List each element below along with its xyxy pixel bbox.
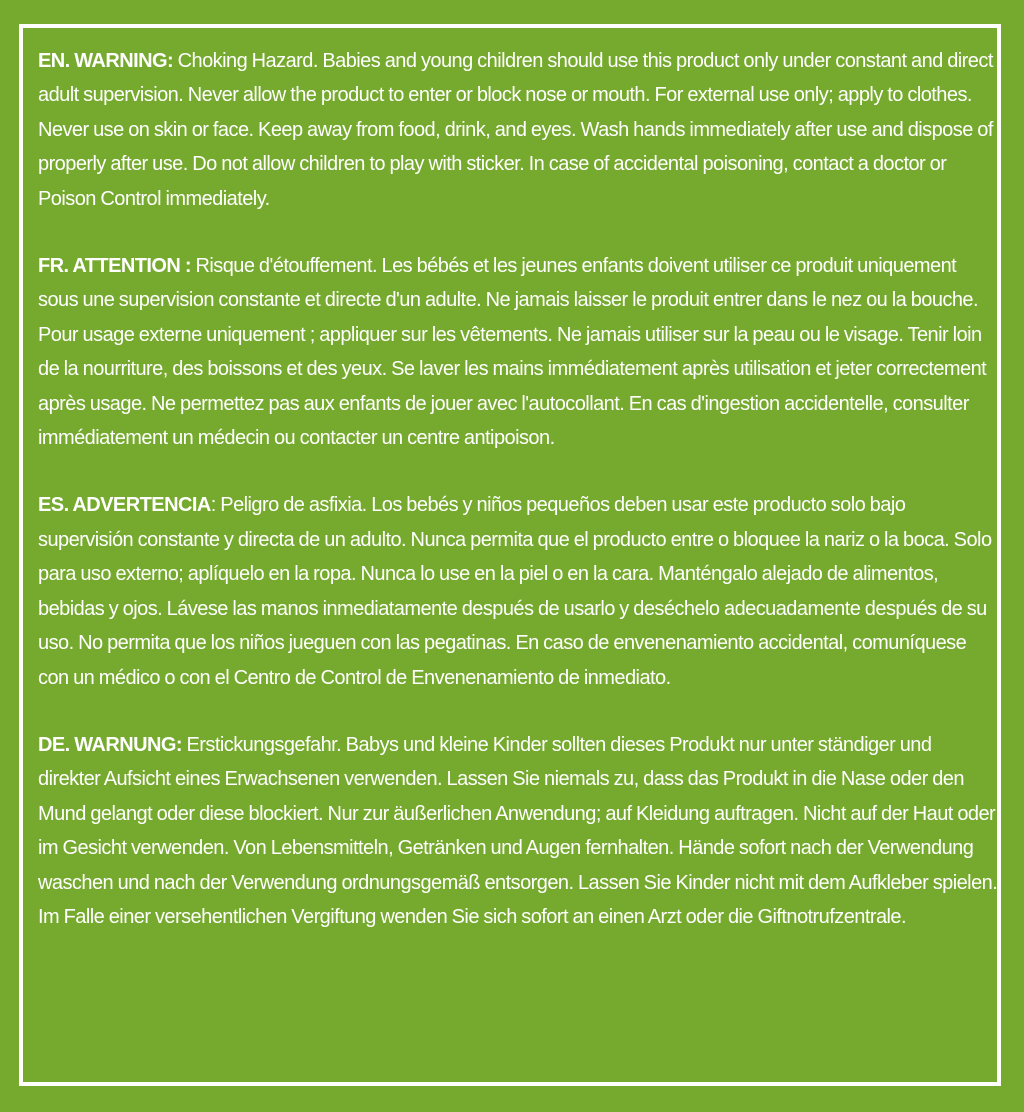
warning-text-es: : Peligro de asfixia. Los bebés y niños pequeños deben usar este producto solo bajo supervisión constante y directa de un adulto. Nunca permita que el producto entre o bloquee la nariz o la boca. Solo para uso externo; aplíquelo en la ropa. Nunca lo use en la piel o en la cara. Manténgalo alejado de alimentos, bebidas y ojos. Lávese las manos inmediatamente después de usarlo y deséchelo adecuadamente después de su uso. No permita que los niños jueguen con las pegatinas. En caso de envenenamiento accidental, comuníquese con un médico o con el Centro de Control de Envenenamiento de inmediato.: [38, 494, 992, 689]
warning-section-fr: [38, 249, 998, 455]
warning-text-fr: Risque d'étouffement. Les bébés et les jeunes enfants doivent utiliser ce produit uniquement sous une supervision constante et directe d'un adulte. Ne jamais laisser le produit entrer dans le nez ou la bouche. Pour usage externe uniquement ; appliquer sur les vêtements. Ne jamais utiliser sur la peau ou le visage. Tenir loin de la nourriture, des boissons et des yeux. Se laver les mains immédiatement après utilisation et jeter correctement après usage. Ne permettez pas aux enfants de jouer avec l'autocollant. En cas d'ingestion accidentelle, consulter immédiatement un médecin ou contacter un centre antipoison.: [38, 255, 987, 450]
warning-label-content: [38, 44, 998, 934]
warning-heading-fr: FR. ATTENTION :: [38, 255, 191, 278]
warning-section-de: [38, 728, 998, 934]
warning-text-en: Choking Hazard. Babies and young children should use this product only under constant and direct adult supervision. Never allow the product to enter or block nose or mouth. For external use only; apply to clothes. Never use on skin or face. Keep away from food, drink, and eyes. Wash hands immediately after use and dispose of properly after use. Do not allow children to play with sticker. In case of accidental poisoning, contact a doctor or Poison Control immediately.: [38, 50, 993, 210]
warning-section-en: [38, 44, 998, 216]
warning-text-de: Erstickungsgefahr. Babys und kleine Kinder sollten dieses Produkt nur unter ständiger und direkter Aufsicht eines Erwachsenen verwenden. Lassen Sie niemals zu, dass das Produkt in die Nase oder den Mund gelangt oder diese blockiert. Nur zur äußerlichen Anwendung; auf Kleidung auftragen. Nicht auf der Haut oder im Gesicht verwenden. Von Lebensmitteln, Getränken und Augen fernhalten. Hände sofort nach der Verwendung waschen und nach der Verwendung ordnungsgemäß entsorgen. Lassen Sie Kinder nicht mit dem Aufkleber spielen. Im Falle einer versehentlichen Vergiftung wenden Sie sich sofort an einen Arzt oder die Giftnotrufzentrale.: [38, 733, 998, 928]
warning-section-es: [38, 488, 998, 694]
warning-heading-es: ES. ADVERTENCIA: [38, 494, 211, 517]
warning-heading-de: DE. WARNUNG:: [38, 733, 183, 756]
warning-heading-en: EN. WARNING:: [38, 50, 174, 72]
